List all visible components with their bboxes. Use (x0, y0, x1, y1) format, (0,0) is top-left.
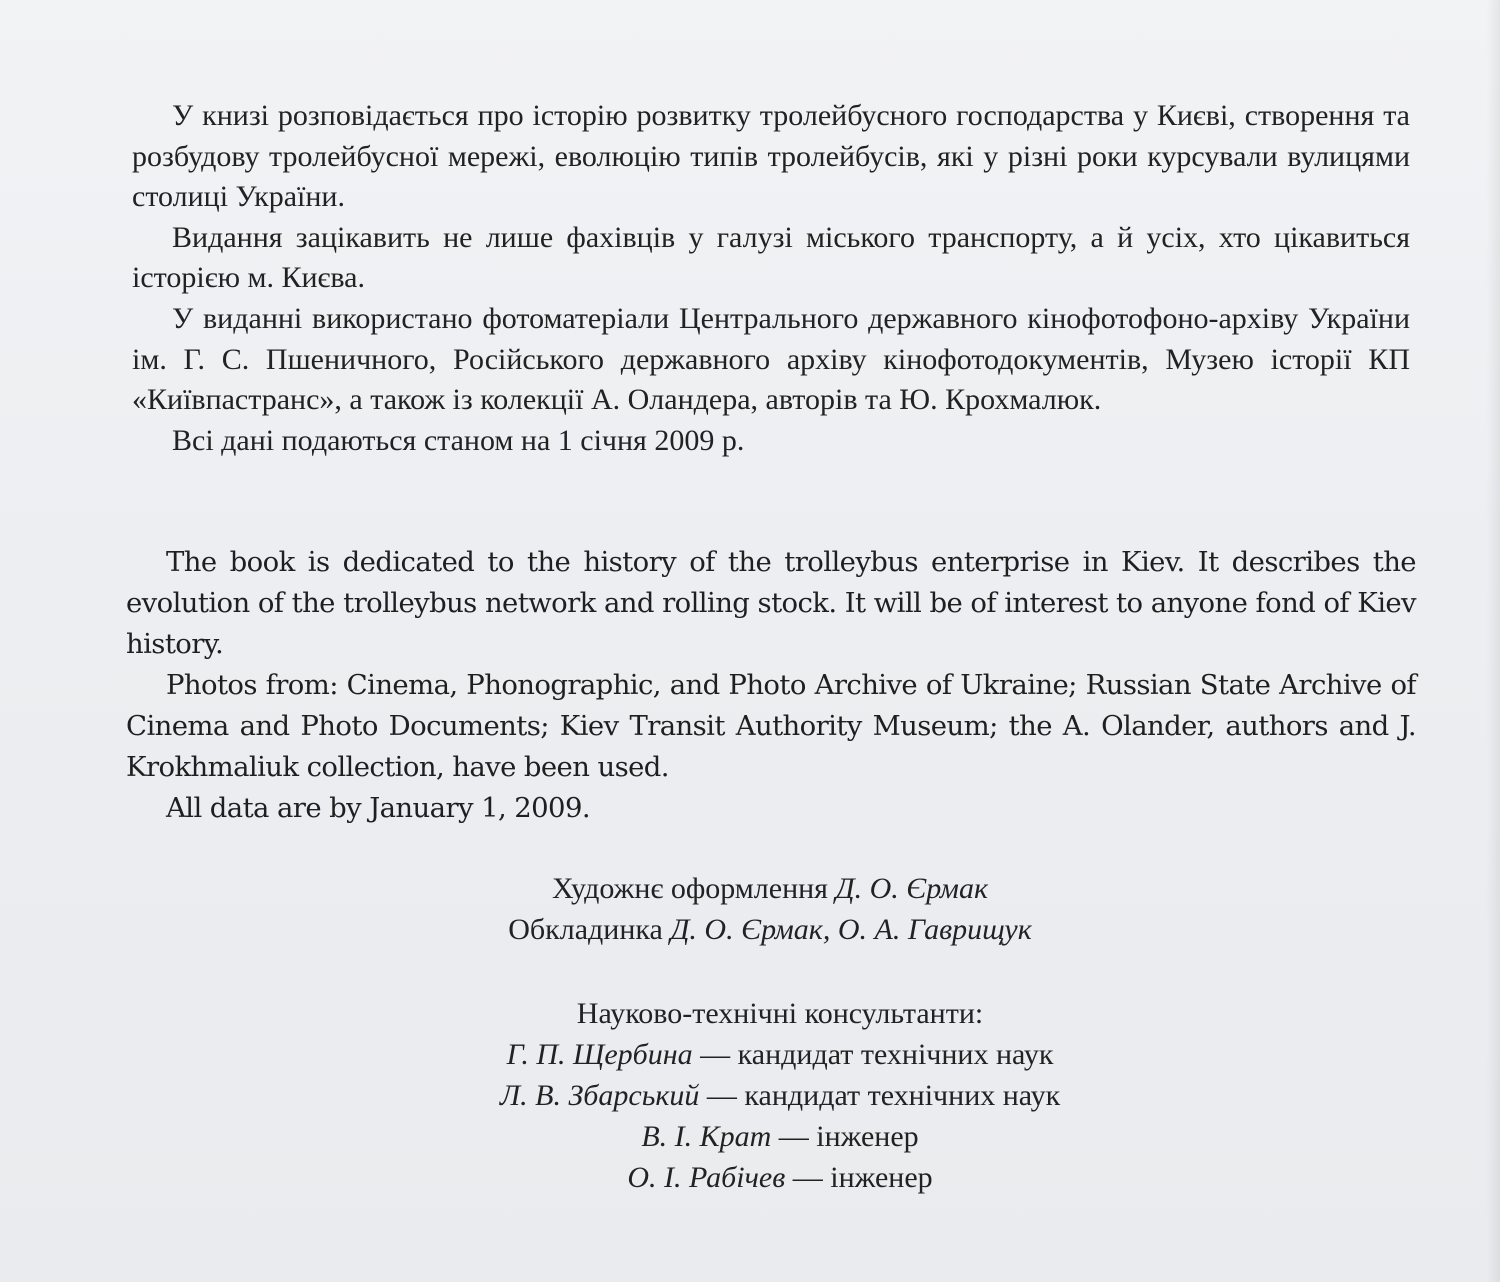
consultant-name: Г. П. Щербина (506, 1038, 693, 1071)
ukrainian-paragraph-2: Видання зацікавить не лише фахівців у галузі міського транспорту, а й усіх, хто цікавиться історією м. Києва. (132, 220, 1410, 295)
consultant-role: — інженер (778, 1120, 919, 1153)
page-edge-shadow (1486, 0, 1500, 1282)
consultant-name: В. І. Крат (641, 1120, 772, 1153)
consultant-line (280, 1034, 1280, 1075)
cover-design-label: Обкладинка (508, 913, 663, 946)
consultant-line (280, 1116, 1280, 1157)
consultant-line (280, 1157, 1280, 1198)
consultants-credits (280, 993, 1280, 1198)
cover-design-names: Д. О. Єрмак, О. А. Гаврищук (670, 913, 1032, 946)
consultant-role: — кандидат технічних наук (700, 1038, 1054, 1071)
consultants-heading: Науково-технічні консультанти: (576, 997, 984, 1030)
ukrainian-annotation (132, 96, 1410, 461)
ukrainian-paragraph-1: У книзі розповідається про історію розвитку тролейбусного господарства у Києві, створення та розбудову тролейбусної мережі, еволюцію типів тролейбусів, які у різні роки курсували вулицями столиці України. (132, 99, 1410, 214)
art-design-line (270, 868, 1270, 909)
art-design-name: Д. О. Єрмак (835, 872, 988, 905)
english-paragraph-3: All data are by January 1, 2009. (166, 792, 590, 824)
ukrainian-paragraph-4: Всі дані подаються станом на 1 січня 2009 р. (172, 423, 745, 457)
consultant-name: О. І. Рабічев (627, 1161, 786, 1194)
ukrainian-paragraph-3: У виданні використано фотоматеріали Центрального державного кінофотофоно-архіву України ім. Г. С. Пшеничного, Російського державного архіву кінофотодокументів, Музею історії КП «Київпастранс», а також із колекції А. Оландера, авторів та Ю. Крохмалюк. (132, 301, 1410, 417)
english-annotation (126, 542, 1416, 829)
english-paragraph-2: Photos from: Cinema, Phonographic, and Photo Archive of Ukraine; Russian State Archive of Cinema and Photo Documents; Kiev Transit Authority Museum; the A. Olander, authors and J. Krokhmaliuk collection, have been used. (126, 669, 1416, 783)
design-credits (270, 868, 1270, 950)
consultant-role: — кандидат технічних наук (706, 1079, 1061, 1112)
english-paragraph-1: The book is dedicated to the history of the trolleybus enterprise in Kiev. It describes the evolution of the trolleybus network and rolling stock. It will be of interest to anyone fond of Kiev history. (126, 546, 1416, 660)
consultant-name: Л. В. Збарський (499, 1079, 700, 1112)
cover-design-line (270, 909, 1270, 950)
consultant-line (280, 1075, 1280, 1116)
consultant-role: — інженер (792, 1161, 933, 1194)
art-design-label: Художнє оформлення (552, 872, 828, 905)
